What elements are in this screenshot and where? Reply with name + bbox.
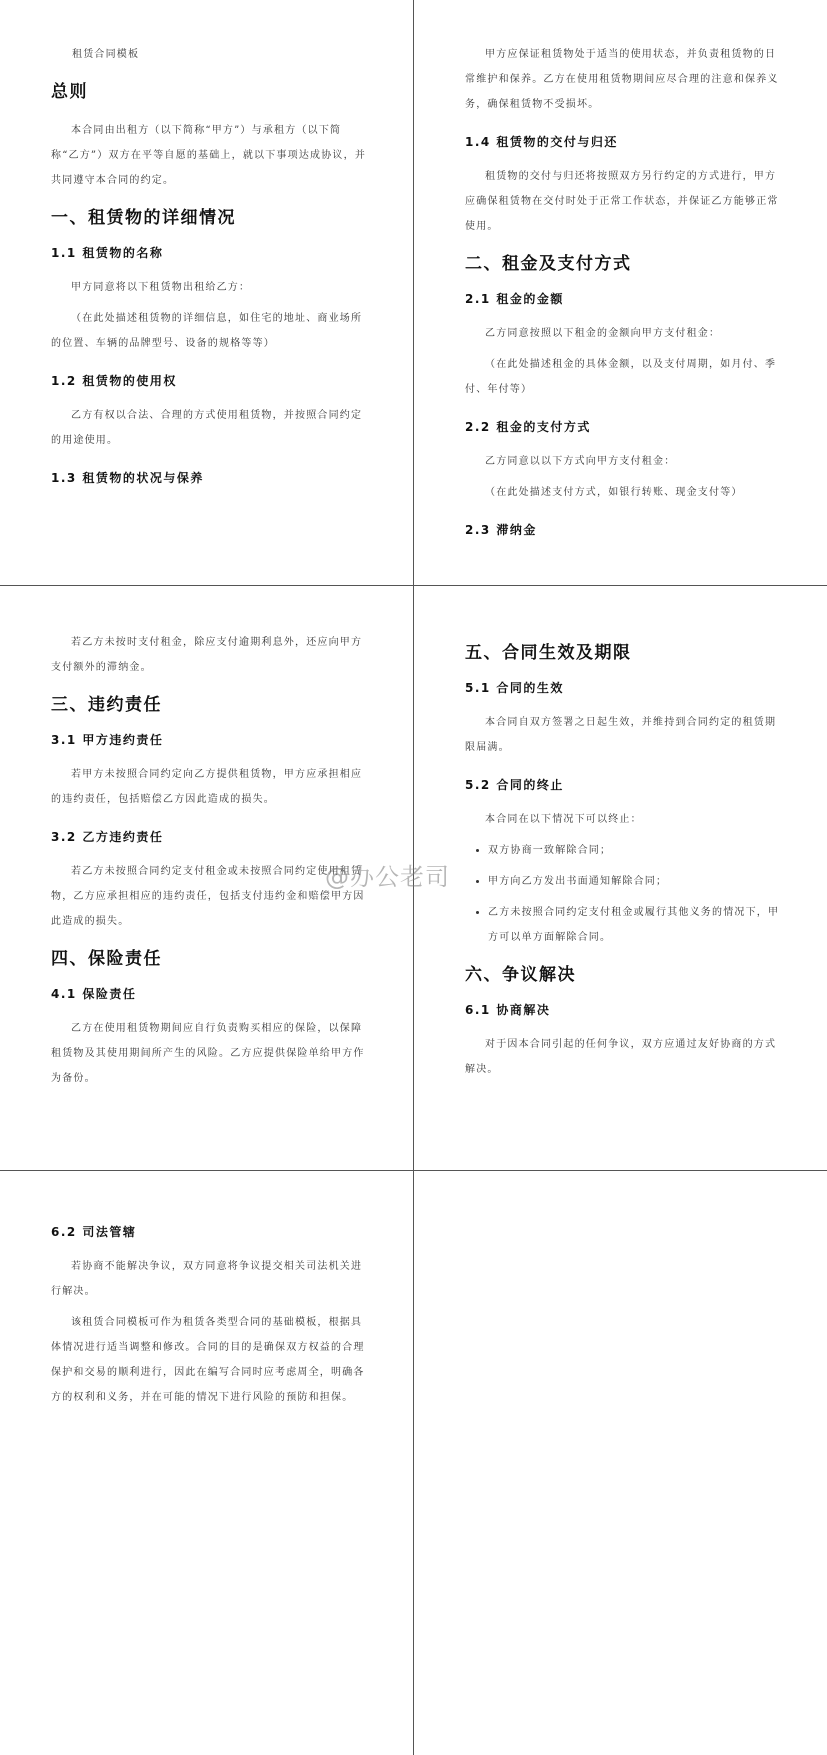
- section-2-heading: 二、租金及支付方式: [465, 254, 632, 274]
- list-item: • 双方协商一致解除合同；: [488, 838, 783, 863]
- watermark: @办公老司: [325, 863, 450, 891]
- section-1-1-text: 甲方同意将以下租赁物出租给乙方：: [71, 282, 251, 293]
- section-2-1-text: 乙方同意按照以下租金的金额向甲方支付租金：: [485, 328, 721, 339]
- section-1-1-note: （在此处描述租赁物的详细信息，如住宅的地址、商业场所的位置、车辆的品牌型号、设备的规格等等）: [51, 313, 363, 349]
- section-5-2-text: 本合同在以下情况下可以终止：: [485, 814, 642, 825]
- section-1-heading: 一、租赁物的详细情况: [51, 208, 236, 228]
- section-1-1-heading: 1.1 租赁物的名称: [51, 246, 164, 260]
- page-6: [414, 1171, 827, 1755]
- closing-text: 该租赁合同模板可作为租赁各类型合同的基础模板，根据具体情况进行适当调整和修改。合同的目的是确保双方权益的合理保护和交易的顺利进行，因此在编写合同时应考虑周全，明确各方的权利和义务，并在可能的情况下进行风险的预防和担保。: [51, 1317, 365, 1403]
- section-3-1-heading: 3.1 甲方违约责任: [51, 733, 164, 747]
- termination-list: [465, 838, 783, 950]
- section-6-2-heading: 6.2 司法管辖: [51, 1225, 137, 1239]
- section-1-3-text: 甲方应保证租赁物处于适当的使用状态，并负责租赁物的日常维护和保养。乙方在使用租赁物期间应尽合理的注意和保养义务，确保租赁物不受损坏。: [465, 49, 779, 110]
- section-2-2-note: （在此处描述支付方式，如银行转账、现金支付等）: [485, 487, 743, 498]
- section-5-1-text: 本合同自双方签署之日起生效，并维持到合同约定的租赁期限届满。: [465, 717, 777, 753]
- section-3-2-heading: 3.2 乙方违约责任: [51, 830, 164, 844]
- section-5-1-heading: 5.1 合同的生效: [465, 681, 564, 695]
- template-label: 租赁合同模板: [72, 49, 140, 60]
- section-2-2-text: 乙方同意以以下方式向甲方支付租金：: [485, 456, 676, 467]
- section-1-3-heading: 1.3 租赁物的状况与保养: [51, 471, 204, 485]
- page-4: [414, 586, 827, 1171]
- section-3-heading: 三、违约责任: [51, 695, 162, 715]
- section-3-1-text: 若甲方未按照合同约定向乙方提供租赁物，甲方应承担相应的违约责任，包括赔偿乙方因此造成的损失。: [51, 769, 363, 805]
- general-text: 本合同由出租方（以下简称“甲方”）与承租方（以下简称“乙方”）双方在平等自愿的基础上，就以下事项达成协议，并共同遵守本合同的约定。: [51, 125, 367, 186]
- section-2-3-text: 若乙方未按时支付租金，除应支付逾期利息外，还应向甲方支付额外的滞纳金。: [51, 637, 363, 673]
- section-2-1-heading: 2.1 租金的金额: [465, 292, 564, 306]
- section-4-1-text: 乙方在使用租赁物期间应自行负责购买相应的保险，以保障租赁物及其使用期间所产生的风险。乙方应提供保险单给甲方作为备份。: [51, 1023, 365, 1084]
- section-6-1-heading: 6.1 协商解决: [465, 1003, 551, 1017]
- page-2: [414, 0, 827, 586]
- list-item: • 甲方向乙方发出书面通知解除合同；: [488, 869, 783, 894]
- section-6-1-text: 对于因本合同引起的任何争议，双方应通过友好协商的方式解决。: [465, 1039, 777, 1075]
- section-1-2-heading: 1.2 租赁物的使用权: [51, 374, 177, 388]
- section-3-2-text: 若乙方未按照合同约定支付租金或未按照合同约定使用租赁物，乙方应承担相应的违约责任，包括支付违约金和赔偿甲方因此造成的损失。: [51, 866, 365, 927]
- page-1: [0, 0, 414, 586]
- section-4-1-heading: 4.1 保险责任: [51, 987, 137, 1001]
- section-1-4-text: 租赁物的交付与归还将按照双方另行约定的方式进行，甲方应确保租赁物在交付时处于正常工作状态，并保证乙方能够正常使用。: [465, 171, 779, 232]
- section-5-2-heading: 5.2 合同的终止: [465, 778, 564, 792]
- section-5-heading: 五、合同生效及期限: [465, 643, 632, 663]
- section-6-heading: 六、争议解决: [465, 965, 576, 985]
- section-6-2-text: 若协商不能解决争议，双方同意将争议提交相关司法机关进行解决。: [51, 1261, 363, 1297]
- list-item: • 乙方未按照合同约定支付租金或履行其他义务的情况下，甲方可以单方面解除合同。: [488, 900, 783, 950]
- page-5: [0, 1171, 414, 1755]
- general-heading: 总则: [51, 82, 88, 102]
- section-2-2-heading: 2.2 租金的支付方式: [465, 420, 591, 434]
- section-1-4-heading: 1.4 租赁物的交付与归还: [465, 135, 618, 149]
- section-2-3-heading: 2.3 滞纳金: [465, 523, 537, 537]
- section-1-2-text: 乙方有权以合法、合理的方式使用租赁物，并按照合同约定的用途使用。: [51, 410, 363, 446]
- section-4-heading: 四、保险责任: [51, 949, 162, 969]
- section-2-1-note: （在此处描述租金的具体金额，以及支付周期，如月付、季付、年付等）: [465, 359, 777, 395]
